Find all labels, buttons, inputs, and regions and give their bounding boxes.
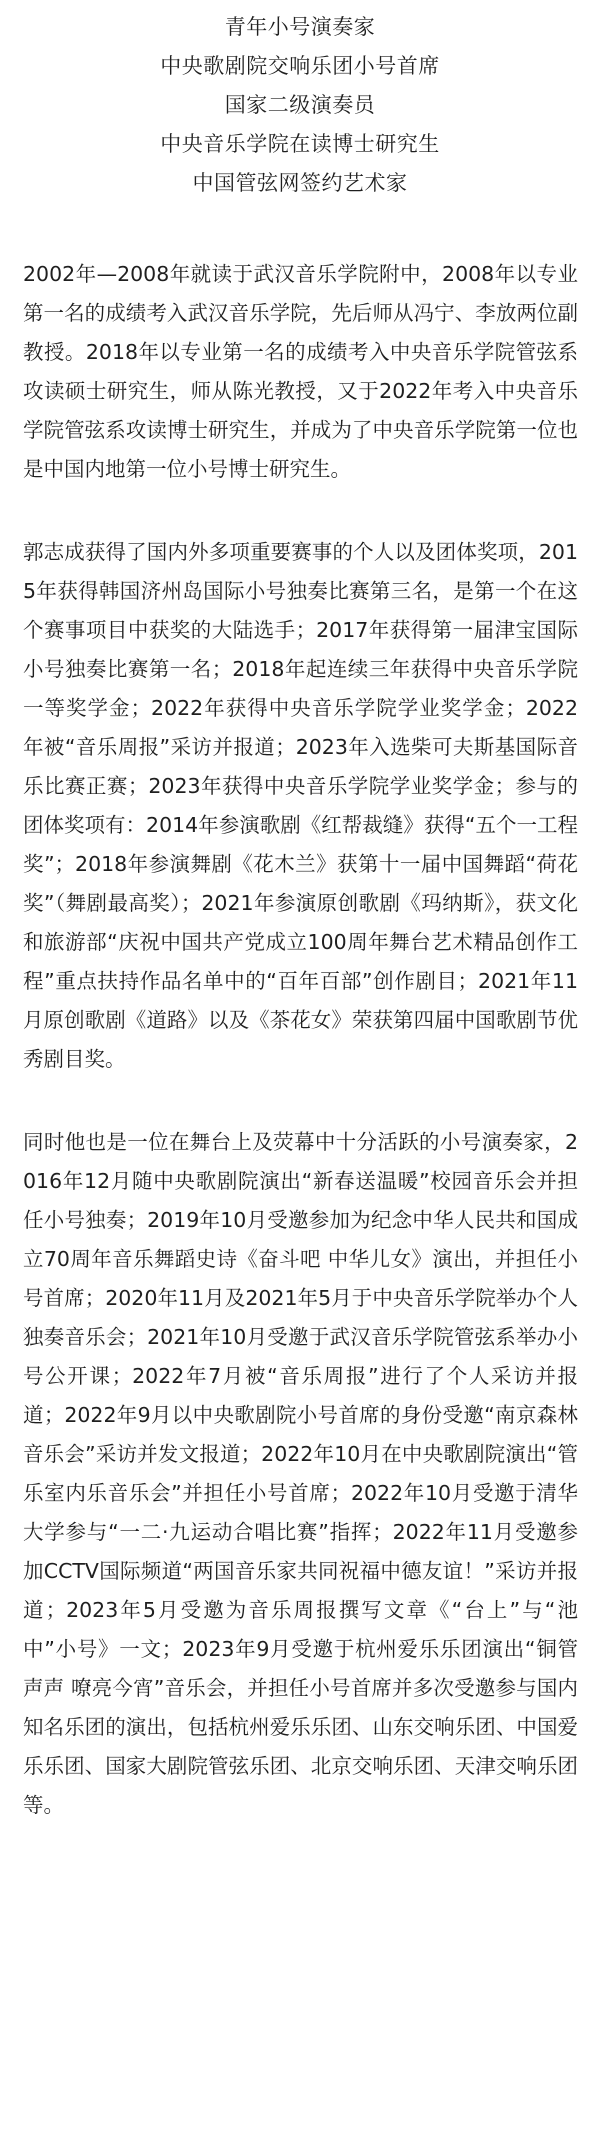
- bio-paragraph-education: 2002年—2008年就读于武汉音乐学院附中，2008年以专业第一名的成绩考入武汉音乐学院，先后师从冯宁、李放两位副教授。2018年以专业第一名的成绩考入中央音乐学院管弦系攻读硕士研究生，师从陈光教授，又于2022年考入中央音乐学院管弦系攻读博士研究生，并成为了中央音乐学院第一位也是中国内地第一位小号博士研究生。: [23, 262, 578, 481]
- bio-paragraph-awards: 郭志成获得了国内外多项重要赛事的个人以及团体奖项，2015年获得韩国济州岛国际小号独奏比赛第三名，是第一个在这个赛事项目中获奖的大陆选手；2017年获得第一届津宝国际小号独奏比赛第一名；2018年起连续三年获得中央音乐学院一等奖学金；2022年获得中央音乐学院学业奖学金；2022年被“音乐周报”采访并报道；2023年入选柴可夫斯基国际音乐比赛正赛；2023年获得中央音乐学院学业奖学金；参与的团体奖项有：2014年参演歌剧《红帮裁缝》获得“五个一工程奖”；2018年参演舞剧《花木兰》获第十一届中国舞蹈“荷花奖”（舞剧最高奖）；2021年参演原创歌剧《玛纳斯》，获文化和旅游部“庆祝中国共产党成立100周年舞台艺术精品创作工程”重点扶持作品名单中的“百年百部”创作剧目；2021年11月原创歌剧《道路》以及《茶花女》荣获第四届中国歌剧节优秀剧目奖。: [23, 540, 578, 1071]
- bio-paragraph-performances: 同时他也是一位在舞台上及荧幕中十分活跃的小号演奏家，2016年12月随中央歌剧院演出“新春送温暖”校园音乐会并担任小号独奏；2019年10月受邀参加为纪念中华人民共和国成立70周年音乐舞蹈史诗《奋斗吧 中华儿女》演出，并担任小号首席；2020年11月及2021年5月于中央音乐学院举办个人独奏音乐会；2021年10月受邀于武汉音乐学院管弦系举办小号公开课；2022年7月被“音乐周报”进行了个人采访并报道；2022年9月以中央歌剧院小号首席的身份受邀“南京森林音乐会”采访并发文报道；2022年10月在中央歌剧院演出“管乐室内乐音乐会”并担任小号首席；2022年10月受邀于清华大学参与“一二·九运动合唱比赛”指挥；2022年11月受邀参加CCTV国际频道“两国音乐家共同祝福中德友谊！”采访并报道；2023年5月受邀为音乐周报撰写文章《“台上”与“池中”小号》一文；2023年9月受邀于杭州爱乐乐团演出“铜管声声 嘹亮今宵”音乐会，并担任小号首席并多次受邀参与国内知名乐团的演出，包括杭州爱乐乐团、山东交响乐团、中国爱乐乐团、国家大剧院管弦乐团、北京交响乐团、天津交响乐团等。: [23, 1130, 578, 1817]
- title-line-principal-trumpet: 中央歌剧院交响乐团小号首席: [160, 54, 440, 78]
- title-block: [0, 0, 600, 203]
- title-line-signed-artist: 中国管弦网签约艺术家: [192, 171, 408, 195]
- title-line-young-trumpeter: 青年小号演奏家: [224, 15, 376, 39]
- title-line-national-rank: 国家二级演奏员: [224, 93, 376, 117]
- title-line-doctoral-student: 中央音乐学院在读博士研究生: [160, 132, 440, 156]
